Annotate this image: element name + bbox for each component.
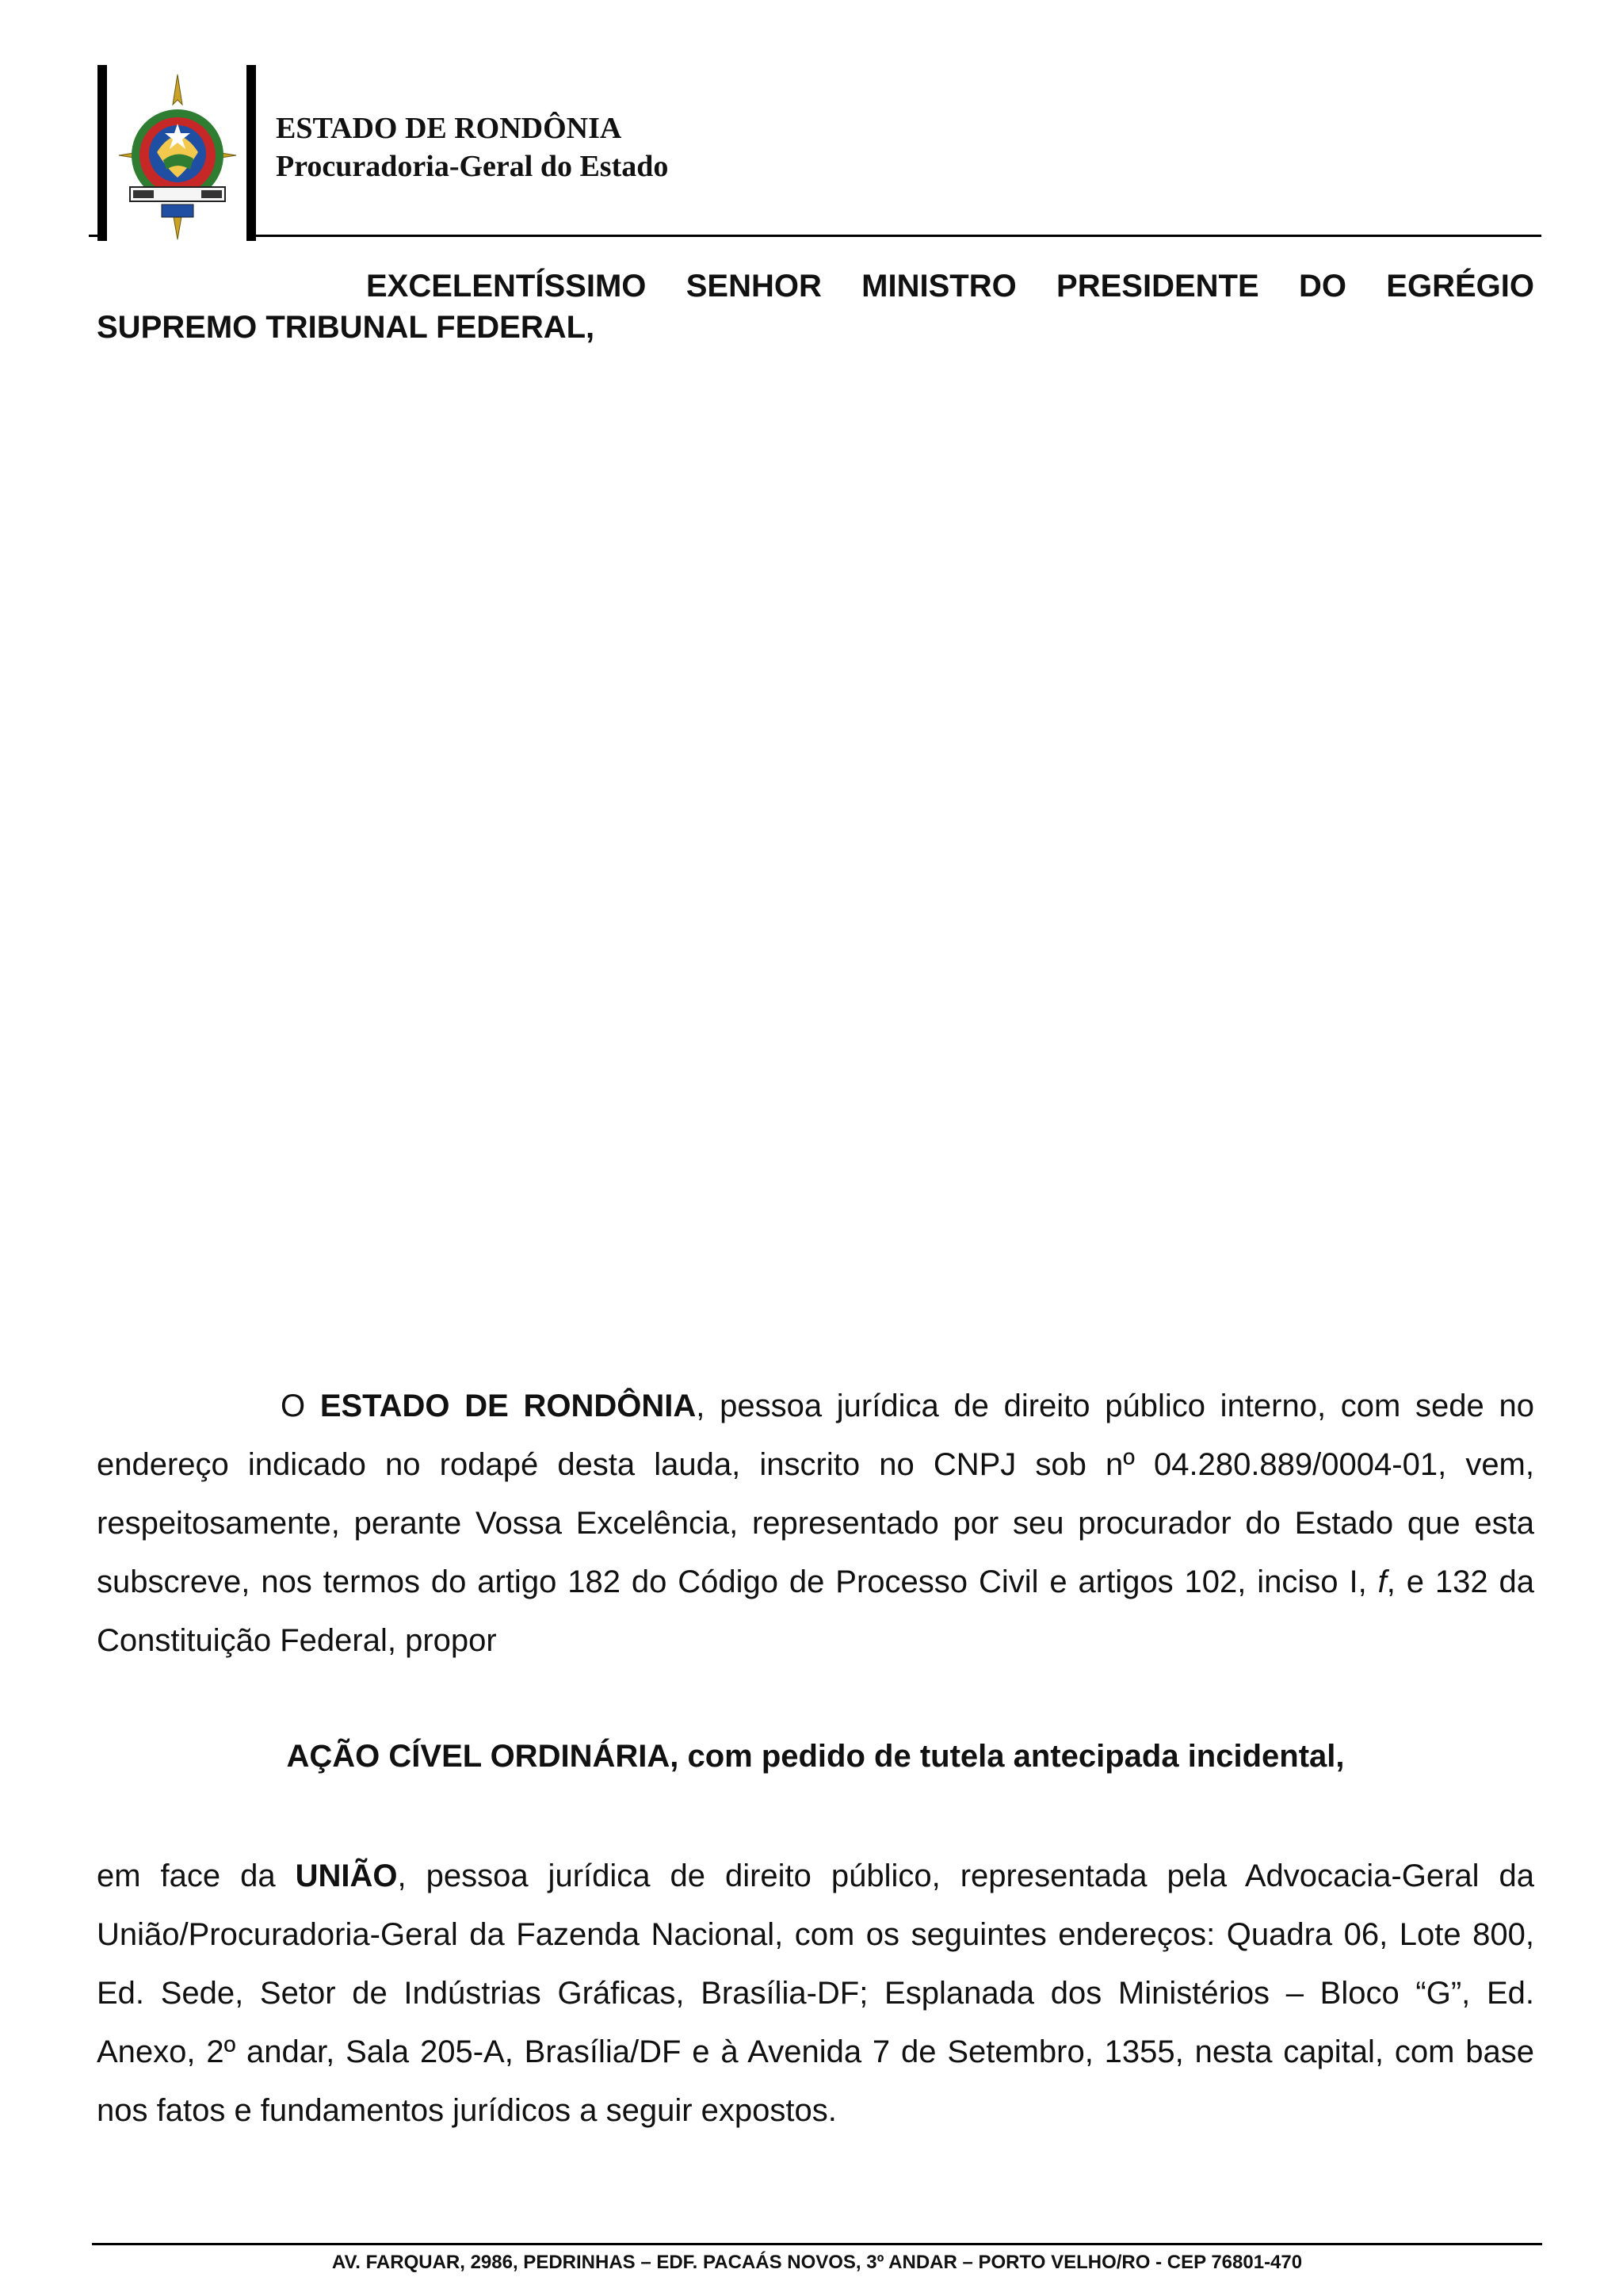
header-right-bar [246,65,256,241]
header-state: ESTADO DE RONDÔNIA [276,112,622,145]
para1-text-a: , pessoa jurídica de direito público interno, com sede no endereço indicado no rodapé desta lauda, inscrito no CNPJ sob nº 04.280.889/0004-01, vem, respeitosamente, perante Vossa Excelência, representado por seu procurador do Estado que esta subscreve, nos termos do artigo 182 do Código de Processo Civil e artigos 102, inciso [97,1389,1534,1599]
para1-comma: , [1358,1564,1378,1599]
addressee-line: EXCELENTÍSSIMO SENHOR MINISTRO PRESIDENTE DO EGRÉGIO SUPREMO TRIBUNAL FEDERAL, [97,269,1534,345]
paragraph-qualification [97,1377,1534,1670]
para1-party: ESTADO DE RONDÔNIA [319,1389,697,1423]
para1-alinea: f [1377,1564,1387,1599]
header-agency: Procuradoria-Geral do Estado [276,150,669,183]
header-tick [89,235,100,237]
action-title: AÇÃO CÍVEL ORDINÁRIA, com pedido de tutela antecipada incidental, [286,1739,1345,1774]
header-text [276,109,668,185]
para1-inciso: I [1349,1564,1358,1599]
paragraph-defendant [97,1847,1534,2140]
addressee [97,266,1534,348]
para1-o: O [281,1389,320,1423]
para1-text-b: , e 132 da Constituição Federal, propor [97,1564,1534,1658]
para2-lead: em face da [97,1859,296,1893]
para2-text: , pessoa jurídica de direito público, representada pela Advocacia-Geral da União/Procuradoria-Geral da Fazenda Nacional, com os seguintes endereços: Quadra 06, Lote 800, Ed. Sede, Setor de Indústrias Gráficas, Brasília-DF; Esplanada dos Ministérios – Bloco “G”, Ed. Anexo, 2º andar, Sala 205-A, Brasília/DF e à Avenida 7 de Setembro, 1355, nesta capital, com base nos fatos e fundamentos jurídicos a seguir expostos. [97,1859,1534,2128]
rondonia-coat-of-arms-icon [117,73,238,241]
header-left-bar [97,65,107,241]
para2-party: UNIÃO [295,1859,398,1893]
footer-rule [92,2243,1542,2245]
header-rule [246,235,1541,237]
footer-address: AV. FARQUAR, 2986, PEDRINHAS – EDF. PACAÁS NOVOS, 3º ANDAR – PORTO VELHO/RO - CEP 76801-470 [331,2252,1303,2273]
